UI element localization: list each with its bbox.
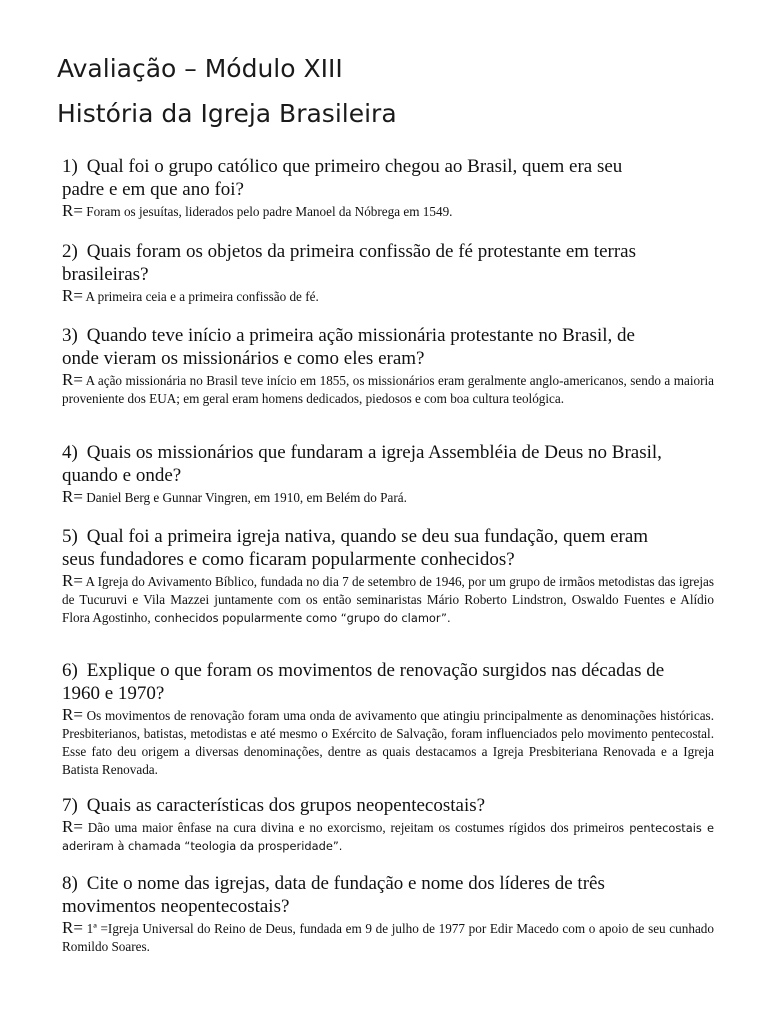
question-text-cont: brasileiras? xyxy=(62,264,149,285)
answer-text: R= Daniel Berg e Gunnar Vingren, em 1910, em Belém do Pará. xyxy=(62,487,407,506)
question-number: 1) xyxy=(62,156,78,177)
question-block-8 xyxy=(62,872,714,956)
answer-label: R= xyxy=(62,918,83,937)
question-text-cont: quando e onde? xyxy=(62,465,182,486)
page-subtitle: História da Igreja Brasileira xyxy=(57,99,397,128)
answer-text: R= A primeira ceia e a primeira confissão de fé. xyxy=(62,286,319,305)
question-block-3 xyxy=(62,324,714,408)
question-text: 3) Quando teve início a primeira ação missionária protestante no Brasil, de xyxy=(62,325,635,346)
question-text: 6) Explique o que foram os movimentos de renovação surgidos nas décadas de xyxy=(62,660,665,681)
answer-text: R= A Igreja do Avivamento Bíblico, fundada no dia 7 de setembro de 1946, por um grupo de irmãos metodistas das igrejas de Tucuruvi e Vila Mazzei juntamente com os então seminaristas Mário Roberto Lindstron, Oswaldo Fuentes e Alídio Flora Agostinho, conhecidos popularmente como “grupo do clamor”. xyxy=(62,571,714,625)
question-text-cont: movimentos neopentecostais? xyxy=(62,896,290,917)
answer-label: R= xyxy=(62,201,83,220)
question-text-cont: 1960 e 1970? xyxy=(62,683,165,704)
answer-label: R= xyxy=(62,817,83,836)
question-number: 6) xyxy=(62,660,78,681)
question-number: 4) xyxy=(62,442,78,463)
question-block-7 xyxy=(62,794,714,855)
question-number: 8) xyxy=(62,873,78,894)
answer-label: R= xyxy=(62,370,83,389)
question-number: 2) xyxy=(62,241,78,262)
page-title: Avaliação – Módulo XIII xyxy=(57,54,343,83)
question-text: 2) Quais foram os objetos da primeira confissão de fé protestante em terras xyxy=(62,241,636,262)
answer-text: R= Foram os jesuítas, liderados pelo padre Manoel da Nóbrega em 1549. xyxy=(62,201,453,220)
answer-label: R= xyxy=(62,705,83,724)
question-number: 7) xyxy=(62,795,78,816)
question-text: 4) Quais os missionários que fundaram a igreja Assembléia de Deus no Brasil, xyxy=(62,442,662,463)
question-text: 7) Quais as características dos grupos neopentecostais? xyxy=(62,795,486,816)
answer-label: R= xyxy=(62,487,83,506)
question-text-cont: onde vieram os missionários e como eles eram? xyxy=(62,348,425,369)
question-block-2 xyxy=(62,240,714,306)
question-block-1 xyxy=(62,155,714,221)
question-block-4 xyxy=(62,441,714,507)
question-block-6 xyxy=(62,659,714,779)
answer-label: R= xyxy=(62,286,83,305)
answer-text: R= A ação missionária no Brasil teve início em 1855, os missionários eram geralmente anglo-americanos, sendo a maioria proveniente dos EUA; em geral eram homens dedicados, piedosos e com boa cultura teológica. xyxy=(62,370,714,406)
question-text: 1) Qual foi o grupo católico que primeiro chegou ao Brasil, quem era seu xyxy=(62,156,623,177)
answer-label: R= xyxy=(62,571,83,590)
question-block-5 xyxy=(62,525,714,627)
answer-text: R= Os movimentos de renovação foram uma onda de avivamento que atingiu principalmente as denominações históricas. Presbiterianos, batistas, metodistas e até mesmo o Exército de Salvação, foram influenciados pelo movimento pentecostal. Esse fato deu origem a diversas denominações, dentre as quais destacamos a Igreja Presbiteriana Renovada e a Igreja Batista Renovada. xyxy=(62,705,714,777)
question-number: 3) xyxy=(62,325,78,346)
answer-text: R= 1ª =Igreja Universal do Reino de Deus, fundada em 9 de julho de 1977 por Edir Macedo com o apoio de seu cunhado Romildo Soares. xyxy=(62,918,714,954)
question-number: 5) xyxy=(62,526,78,547)
answer-text: R= Dão uma maior ênfase na cura divina e no exorcismo, rejeitam os costumes rígidos dos primeiros pentecostais e aderiram à chamada “teologia da prosperidade”. xyxy=(62,817,714,853)
question-text-cont: seus fundadores e como ficaram popularmente conhecidos? xyxy=(62,549,515,570)
question-text: 8) Cite o nome das igrejas, data de fundação e nome dos líderes de três xyxy=(62,873,605,894)
question-text-cont: padre e em que ano foi? xyxy=(62,179,244,200)
question-text: 5) Qual foi a primeira igreja nativa, quando se deu sua fundação, quem eram xyxy=(62,526,649,547)
